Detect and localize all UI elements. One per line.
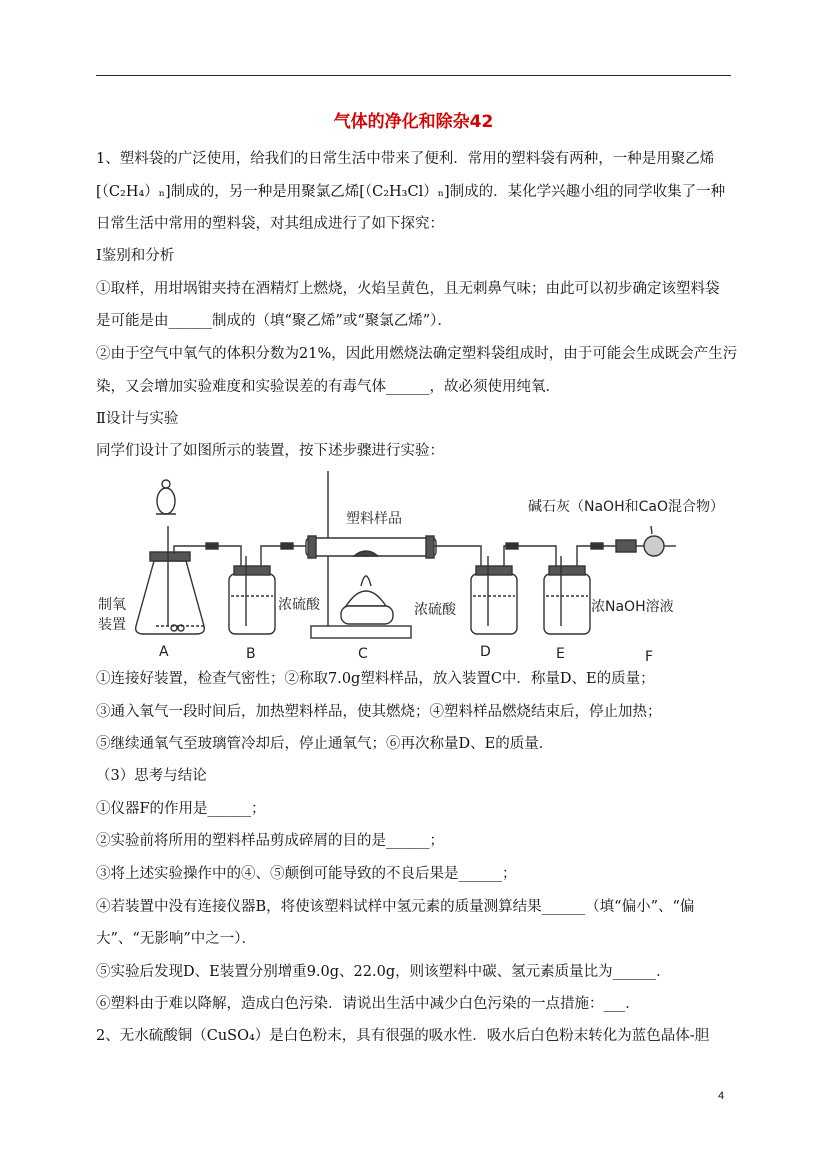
text-line: ②由于空气中氧气的体积分数为21%，因此用燃烧法确定塑料袋组成时，由于可能会生成既会产生污 [96, 346, 738, 362]
text-line: ⑤继续通氧气至玻璃管冷却后，停止通氧气；⑥再次称量D、E的质量． [96, 736, 554, 752]
text-line: 同学们设计了如图所示的装置，按下述步骤进行实验： [96, 443, 444, 459]
label-b: B [246, 646, 256, 662]
apparatus-figure [96, 466, 736, 666]
text-line: ①取样，用坩埚钳夹持在酒精灯上燃烧，火焰呈黄色，且无刺鼻气味；由此可以初步确定该塑料袋 [96, 281, 720, 297]
text-line: ③通入氧气一段时间后，加热塑料样品，使其燃烧；④塑料样品燃烧结束后，停止加热； [96, 704, 662, 720]
label-d: D [480, 644, 491, 660]
label-a: A [159, 644, 169, 660]
text-line: ①连接好装置，检查气密性；②称取7.0g塑料样品，放入装置C中．称量D、E的质量； [96, 671, 655, 687]
page-number: 4 [718, 1090, 725, 1102]
text-line: 大”、“无影响”中之一）． [96, 931, 256, 947]
text-line: ①仪器F的作用是______； [96, 801, 266, 817]
label-h2so4-b: 浓硫酸 [278, 597, 320, 613]
label-soda-lime: 碱石灰（NaOH和CaO混合物） [528, 499, 724, 515]
label-f: F [645, 649, 654, 665]
section-heading: （3）思考与结论 [96, 768, 207, 784]
text-segment: ___． [603, 996, 640, 1012]
text-segment: ⑥塑料由于难以降解，造成白色污染．请说出生活中减少白色污染的一点措施： [96, 996, 604, 1012]
section-heading: Ⅱ设计与实验 [96, 411, 179, 427]
label-o2-device: 装置 [98, 617, 126, 633]
header-rule [96, 75, 731, 76]
text-line: 1、塑料袋的广泛使用，给我们的日常生活中带来了便利．常用的塑料袋有两种，一种是用聚乙烯 [96, 151, 715, 167]
page-title: 气体的净化和除杂42 [333, 112, 494, 132]
section-heading: Ⅰ鉴别和分析 [96, 248, 175, 264]
label-c: C [358, 646, 368, 662]
text-line: ④若装置中没有连接仪器B，将使该塑料试样中氢元素的质量测算结果______（填“偏小”、“偏 [96, 899, 695, 915]
text-line: 染，又会增加实验难度和实验误差的有毒气体______，故必须使用纯氧． [96, 379, 560, 395]
text-line: 日常生活中常用的塑料袋，对其组成进行了如下探究： [96, 216, 444, 232]
text-line [96, 994, 640, 1014]
label-o2-device: 制氧 [98, 597, 126, 613]
text-line: 2、无水硫酸铜（CuSO₄）是白色粉末，具有很强的吸水性．吸水后白色粉末转化为蓝色晶体-胆 [96, 1028, 710, 1044]
text-line: ⑤实验后发现D、E装置分别增重9.0g、22.0g，则该塑料中碳、氢元素质量比为______． [96, 964, 671, 980]
label-h2so4-d: 浓硫酸 [414, 602, 456, 618]
text-line: ②实验前将所用的塑料样品剪成碎屑的目的是______； [96, 833, 444, 849]
label-naoh: 浓NaOH溶液 [591, 599, 674, 615]
text-line: ③将上述实验操作中的④、⑤颠倒可能导致的不良后果是______； [96, 866, 517, 882]
label-e: E [556, 646, 565, 662]
label-sample: 塑料样品 [346, 511, 402, 527]
text-line: [（C₂H₄）ₙ]制成的，另一种是用聚氯乙烯[（C₂H₃Cl）ₙ]制成的．某化学兴趣小组的同学收集了一种 [96, 184, 726, 200]
text-line: 是可能是由______制成的（填“聚乙烯”或“聚氯乙烯”）． [96, 313, 452, 329]
